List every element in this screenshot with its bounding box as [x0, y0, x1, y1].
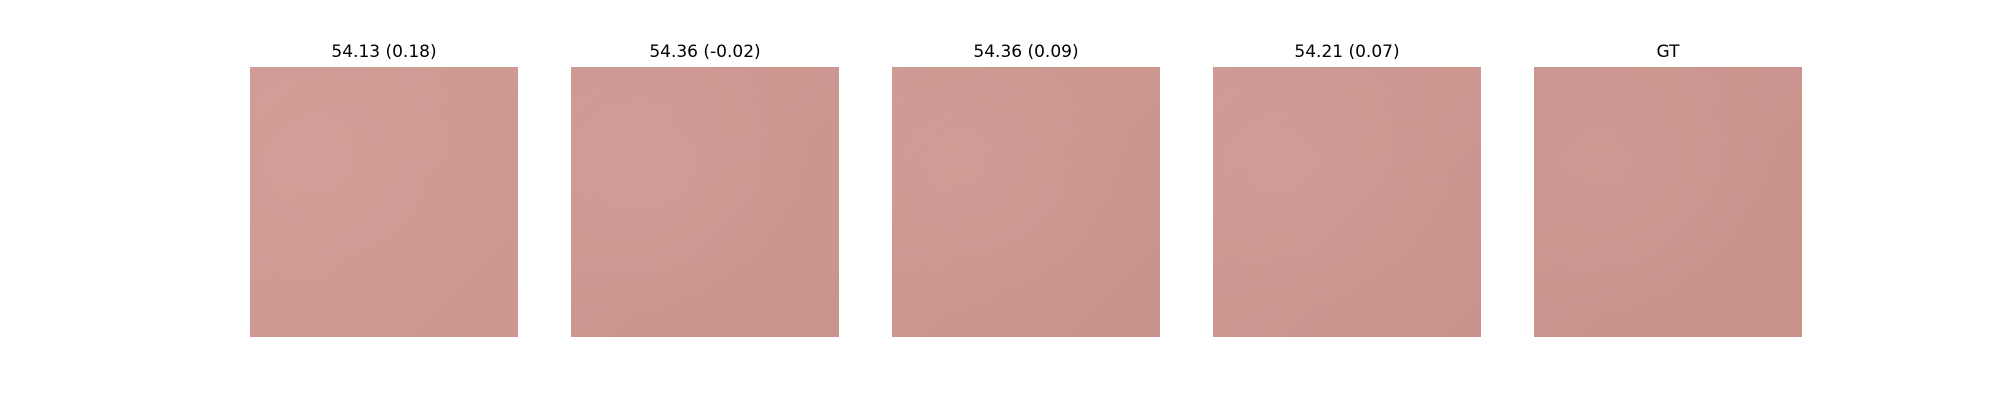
image-swatch [892, 67, 1160, 337]
image-swatch [1213, 67, 1481, 337]
image-panel [1213, 0, 1481, 400]
image-panel [1534, 0, 1802, 400]
panel-title: 54.13 (0.18) [331, 42, 437, 62]
image-panel [571, 0, 839, 400]
image-swatch [250, 67, 518, 337]
panel-title: 54.36 (-0.02) [649, 42, 761, 62]
panel-title: 54.36 (0.09) [973, 42, 1079, 62]
image-panel [250, 0, 518, 400]
image-swatch [571, 67, 839, 337]
image-swatch [1534, 67, 1802, 337]
panel-title: 54.21 (0.07) [1294, 42, 1400, 62]
image-panel [892, 0, 1160, 400]
panel-title: GT [1656, 42, 1680, 62]
